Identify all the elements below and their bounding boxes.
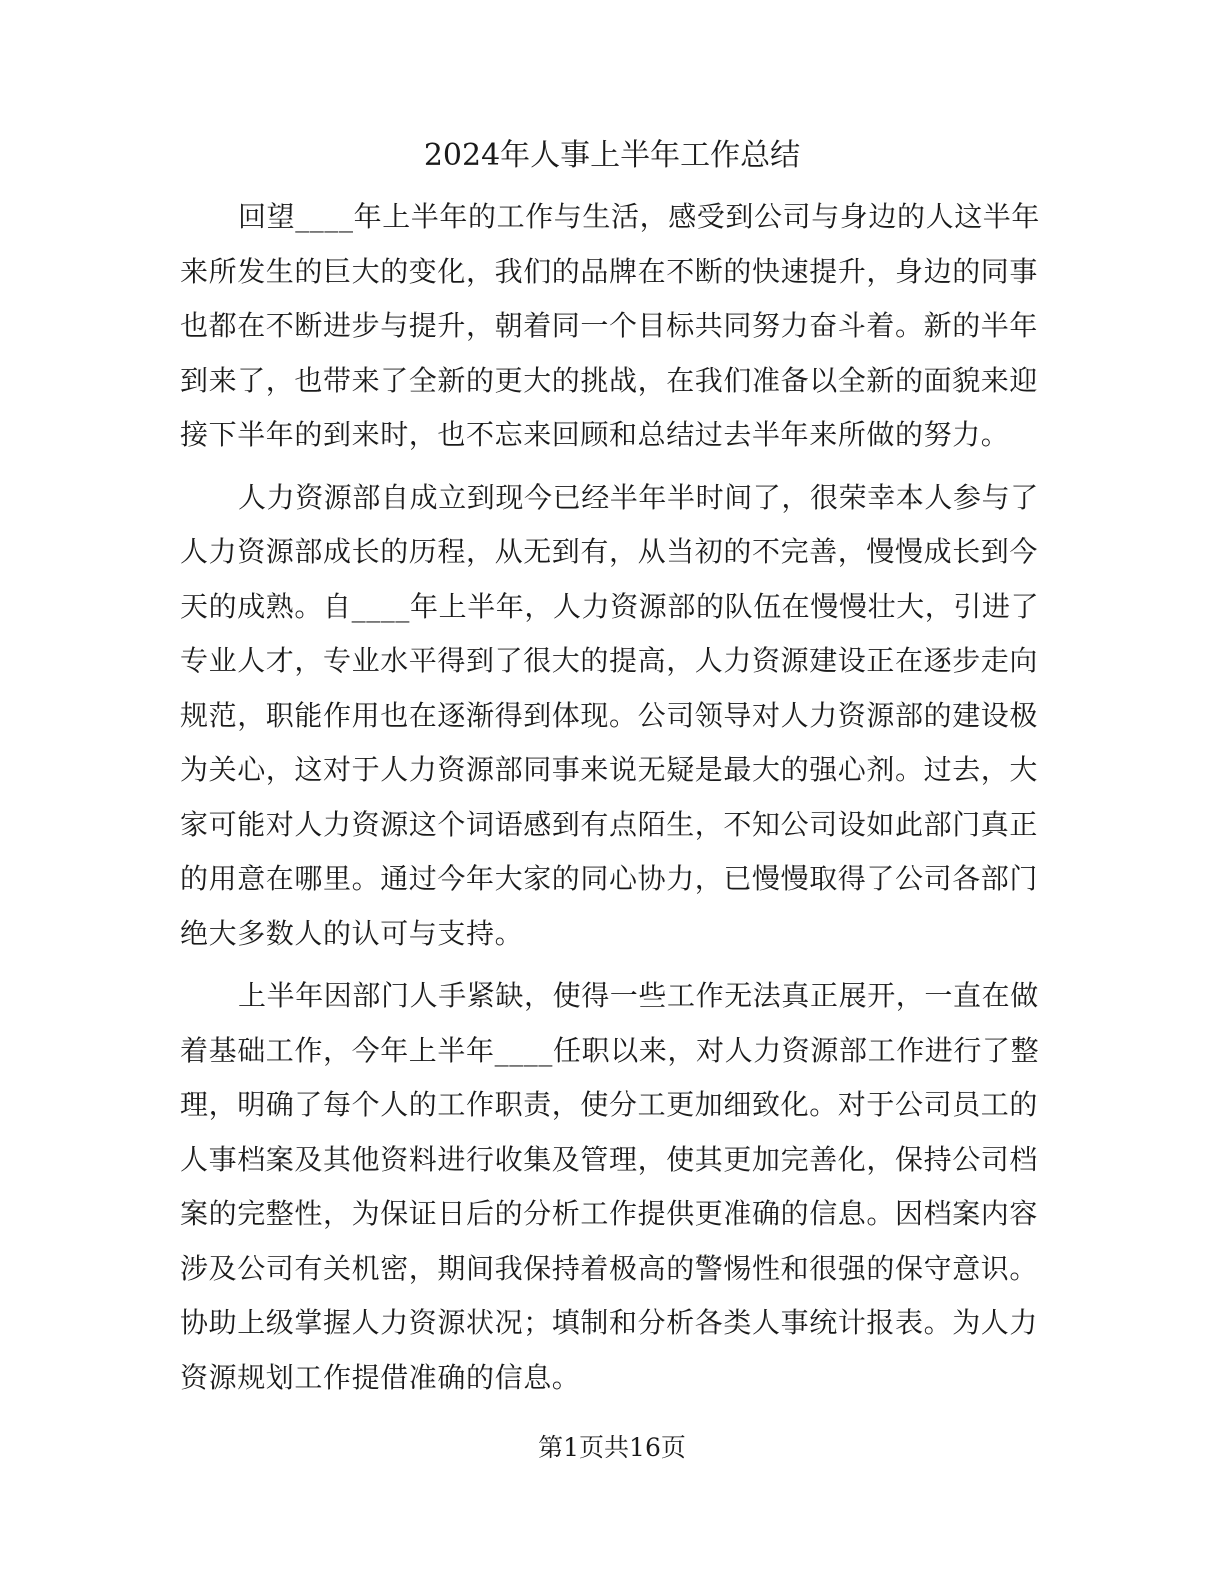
- paragraph-line: 为关心，这对于人力资源部同事来说无疑是最大的强心剂。过去，大: [180, 753, 1039, 786]
- paragraph-line: 的用意在哪里。通过今年大家的同心协力，已慢慢取得了公司各部门: [180, 862, 1039, 895]
- paragraph-line: 理，明确了每个人的工作职责，使分工更加细致化。对于公司员工的: [180, 1088, 1039, 1121]
- document-body: [180, 190, 1041, 1413]
- paragraph-line: 家可能对人力资源这个词语感到有点陌生，不知公司设如此部门真正: [180, 807, 1039, 841]
- paragraph-line: 专业人才，专业水平得到了很大的提高，人力资源建设正在逐步走向: [180, 644, 1039, 677]
- paragraph-1: [180, 190, 1041, 463]
- paragraph-line: 规范，职能作用也在逐渐得到体现。公司领导对人力资源部的建设极: [180, 698, 1039, 732]
- paragraph-line: 天的成熟。自____年上半年，人力资源部的队伍在慢慢壮大，引进了: [180, 589, 1040, 623]
- paragraph-line: 人力资源部成长的历程，从无到有，从当初的不完善，慢慢成长到今: [180, 535, 1039, 568]
- paragraph-2: [180, 471, 1040, 962]
- page-number: 第1页共16页: [538, 1433, 686, 1462]
- paragraph-3: [180, 969, 1040, 1405]
- paragraph-line: 资源规划工作提借准确的信息。: [180, 1360, 581, 1394]
- paragraph-line: 人事档案及其他资料进行收集及管理，使其更加完善化，保持公司档: [180, 1142, 1039, 1176]
- document-title: 2024年人事上半年工作总结: [423, 138, 801, 173]
- paragraph-line: 来所发生的巨大的变化，我们的品牌在不断的快速提升，身边的同事: [180, 254, 1039, 288]
- paragraph-line: 协助上级掌握人力资源状况；填制和分析各类人事统计报表。为人力: [180, 1306, 1039, 1339]
- paragraph-line: 着基础工作，今年上半年____任职以来，对人力资源部工作进行了整: [180, 1033, 1040, 1067]
- paragraph-line: 人力资源部自成立到现今已经半年半时间了，很荣幸本人参与了: [238, 480, 1039, 514]
- paragraph-line: 案的完整性，为保证日后的分析工作提供更准确的信息。因档案内容: [180, 1197, 1039, 1230]
- paragraph-line: 上半年因部门人手紧缺，使得一些工作无法真正展开，一直在做: [238, 979, 1039, 1012]
- paragraph-line: 接下半年的到来时，也不忘来回顾和总结过去半年来所做的努力。: [180, 418, 1010, 451]
- paragraph-line: 绝大多数人的认可与支持。: [180, 916, 524, 950]
- paragraph-line: 也都在不断进步与提升，朝着同一个目标共同努力奋斗着。新的半年: [180, 309, 1039, 342]
- paragraph-line: 回望____年上半年的工作与生活，感受到公司与身边的人这半年: [238, 200, 1041, 233]
- paragraph-line: 到来了，也带来了全新的更大的挑战，在我们准备以全新的面貌来迎: [180, 363, 1039, 397]
- paragraph-line: 涉及公司有关机密，期间我保持着极高的警惕性和很强的保守意识。: [180, 1251, 1039, 1285]
